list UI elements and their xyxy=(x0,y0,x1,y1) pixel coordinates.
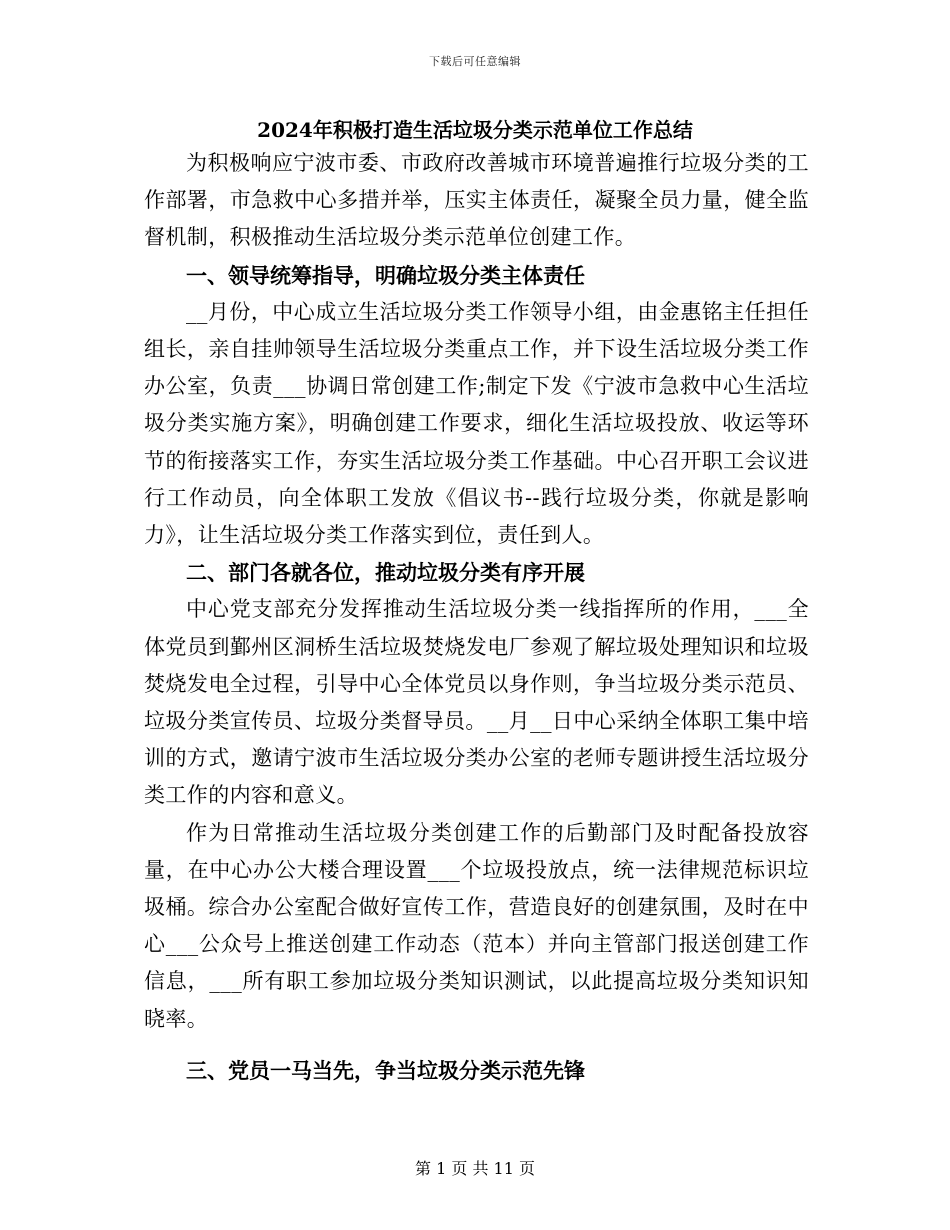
intro-paragraph: 为积极响应宁波市委、市政府改善城市环境普遍推行垃圾分类的工作部署，市急救中心多措并举，压实主体责任，凝聚全员力量，健全监督机制，积极推动生活垃圾分类示范单位创建工作。 xyxy=(144,151,809,250)
section-1-paragraph: __月份，中心成立生活垃圾分类工作领导小组，由金惠铭主任担任组长，亲自挂帅领导生活垃圾分类重点工作，并下设生活垃圾分类工作办公室，负责___协调日常创建工作;制定下发《宁波市急救中心生活垃圾分类实施方案》，明确创建工作要求，细化生活垃圾投放、收运等环节的衔接落实工作，夯实生活垃圾分类工作基础。中心召开职工会议进行工作动员，向全体职工发放《倡议书--践行垃圾分类，你就是影响力》，让生活垃圾分类工作落实到位，责任到人。 xyxy=(144,299,809,548)
section-2-paragraph-1: 中心党支部充分发挥推动生活垃圾分类一线指挥所的作用，___全体党员到鄞州区洞桥生活垃圾焚烧发电厂参观了解垃圾处理知识和垃圾焚烧发电全过程，引导中心全体党员以身作则，争当垃圾分类示范员、垃圾分类宣传员、垃圾分类督导员。__月__日中心采纳全体职工集中培训的方式，邀请宁波市生活垃圾分类办公室的老师专题讲授生活垃圾分类工作的内容和意义。 xyxy=(144,597,809,808)
page-footer: 第 1 页 共 11 页 xyxy=(415,1159,535,1178)
header-note: 下载后可任意编辑 xyxy=(429,55,521,68)
section-2-paragraph-2: 作为日常推动生活垃圾分类创建工作的后勤部门及时配备投放容量，在中心办公大楼合理设置___个垃圾投放点，统一法律规范标识垃圾桶。综合办公室配合做好宣传工作，营造良好的创建氛围，及时在中心___公众号上推送创建工作动态（范本）并向主管部门报送创建工作信息，___所有职工参加垃圾分类知识测试，以此提高垃圾分类知识知晓率。 xyxy=(144,820,809,1031)
section-heading-2: 二、部门各就各位，推动垃圾分类有序开展 xyxy=(186,560,585,586)
section-heading-1: 一、领导统筹指导，明确垃圾分类主体责任 xyxy=(186,262,585,288)
document-title: 2024年积极打造生活垃圾分类示范单位工作总结 xyxy=(257,118,693,142)
section-heading-3: 三、党员一马当先，争当垃圾分类示范先锋 xyxy=(186,1057,585,1083)
document-body xyxy=(144,145,809,1089)
